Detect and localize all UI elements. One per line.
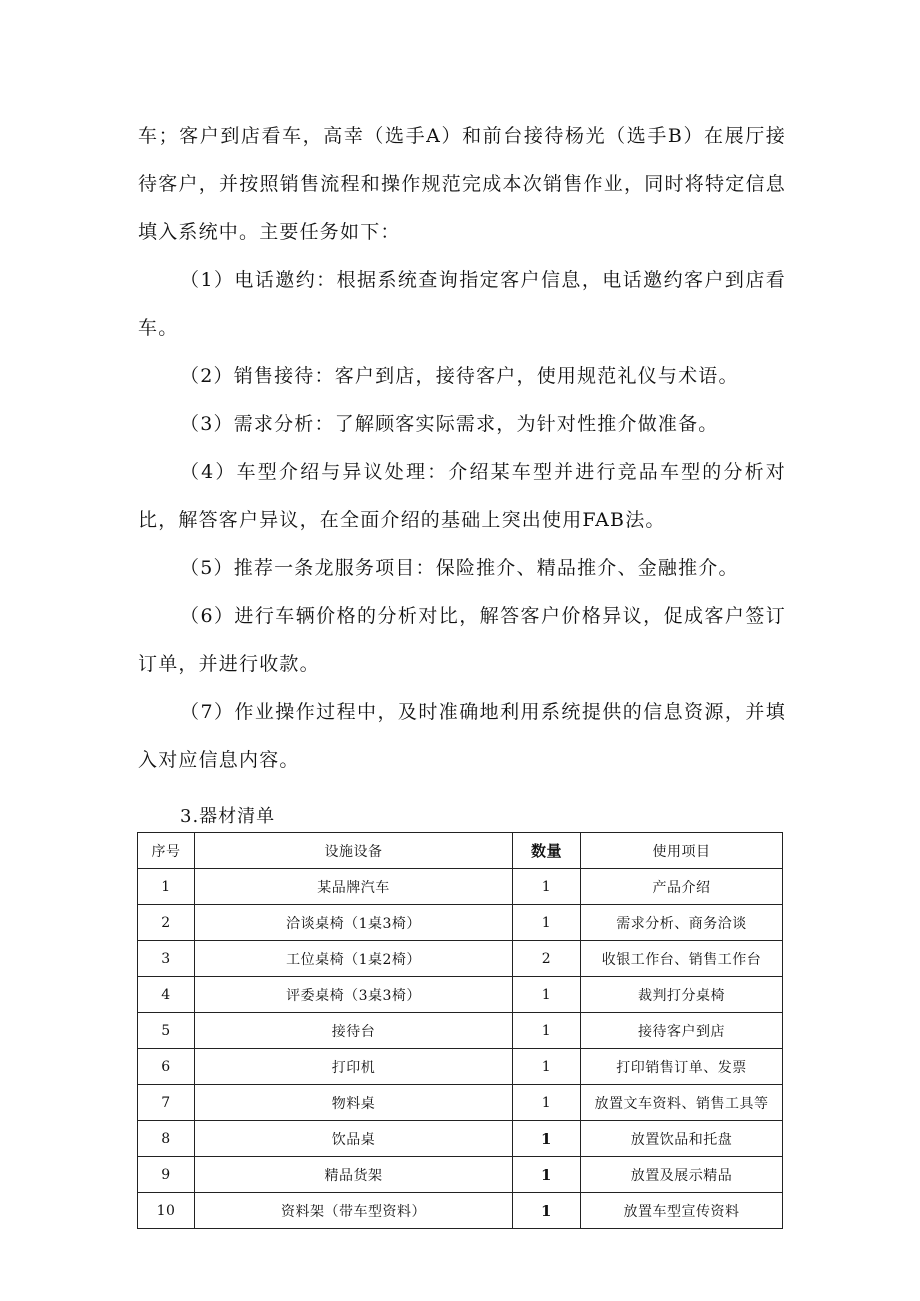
cell-quantity: 1 [513, 1049, 581, 1085]
cell-equipment: 评委桌椅（3桌3椅） [195, 977, 513, 1013]
cell-quantity: 1 [513, 1157, 581, 1193]
cell-index: 4 [138, 977, 195, 1013]
table-row [138, 977, 783, 1013]
cell-index: 7 [138, 1085, 195, 1121]
cell-usage: 接待客户到店 [581, 1013, 783, 1049]
cell-equipment: 工位桌椅（1桌2椅） [195, 941, 513, 977]
cell-usage: 需求分析、商务洽谈 [581, 905, 783, 941]
cell-equipment: 接待台 [195, 1013, 513, 1049]
cell-quantity: 1 [513, 905, 581, 941]
equipment-table [137, 832, 783, 1229]
paragraph-task-2: （2）销售接待：客户到店，接待客户，使用规范礼仪与术语。 [180, 365, 739, 387]
header-equipment: 设施设备 [195, 833, 513, 869]
cell-usage: 放置饮品和托盘 [581, 1121, 783, 1157]
cell-quantity: 2 [513, 941, 581, 977]
header-index: 序号 [138, 833, 195, 869]
cell-equipment: 打印机 [195, 1049, 513, 1085]
cell-equipment: 物料桌 [195, 1085, 513, 1121]
cell-usage: 产品介绍 [581, 869, 783, 905]
cell-index: 6 [138, 1049, 195, 1085]
header-usage: 使用项目 [581, 833, 783, 869]
paragraph-task-4: （4）车型介绍与异议处理：介绍某车型并进行竞品车型的分析对比，解答客户异议，在全面介绍的基础上突出使用FAB法。 [138, 461, 786, 531]
cell-index: 2 [138, 905, 195, 941]
cell-index: 3 [138, 941, 195, 977]
paragraph-task-6: （6）进行车辆价格的分析对比，解答客户价格异议，促成客户签订订单，并进行收款。 [138, 605, 786, 675]
cell-usage: 放置及展示精品 [581, 1157, 783, 1193]
section-heading-equipment-list: 3.器材清单 [180, 806, 276, 827]
paragraph-task-3: （3）需求分析：了解顾客实际需求，为针对性推介做准备。 [180, 413, 719, 435]
cell-quantity: 1 [513, 1085, 581, 1121]
cell-equipment: 饮品桌 [195, 1121, 513, 1157]
cell-quantity: 1 [513, 977, 581, 1013]
cell-equipment: 精品货架 [195, 1157, 513, 1193]
cell-index: 9 [138, 1157, 195, 1193]
cell-usage: 放置文车资料、销售工具等 [581, 1085, 783, 1121]
cell-index: 8 [138, 1121, 195, 1157]
cell-quantity: 1 [513, 869, 581, 905]
cell-index: 5 [138, 1013, 195, 1049]
cell-quantity: 1 [513, 1193, 581, 1229]
cell-equipment: 资料架（带车型资料） [195, 1193, 513, 1229]
table-row [138, 1085, 783, 1121]
table-row [138, 905, 783, 941]
cell-index: 1 [138, 869, 195, 905]
table-row [138, 941, 783, 977]
table-row [138, 869, 783, 905]
cell-equipment: 洽谈桌椅（1桌3椅） [195, 905, 513, 941]
paragraph-task-7: （7）作业操作过程中，及时准确地利用系统提供的信息资源，并填入对应信息内容。 [138, 701, 786, 771]
table-row [138, 1013, 783, 1049]
table-row [138, 1157, 783, 1193]
cell-quantity: 1 [513, 1013, 581, 1049]
cell-usage: 打印销售订单、发票 [581, 1049, 783, 1085]
cell-usage: 放置车型宣传资料 [581, 1193, 783, 1229]
cell-usage: 裁判打分桌椅 [581, 977, 783, 1013]
cell-index: 10 [138, 1193, 195, 1229]
cell-equipment: 某品牌汽车 [195, 869, 513, 905]
paragraph-task-1: （1）电话邀约：根据系统查询指定客户信息，电话邀约客户到店看车。 [138, 269, 786, 339]
paragraph-task-5: （5）推荐一条龙服务项目：保险推介、精品推介、金融推介。 [180, 557, 739, 579]
table-row [138, 1049, 783, 1085]
cell-usage: 收银工作台、销售工作台 [581, 941, 783, 977]
table-row [138, 1121, 783, 1157]
table-header-row [138, 833, 783, 869]
table-row [138, 1193, 783, 1229]
header-quantity: 数量 [513, 833, 581, 869]
paragraph-intro: 车；客户到店看车，高幸（选手A）和前台接待杨光（选手B）在展厅接待客户，并按照销售流程和操作规范完成本次销售作业，同时将特定信息填入系统中。主要任务如下： [138, 125, 786, 243]
cell-quantity: 1 [513, 1121, 581, 1157]
